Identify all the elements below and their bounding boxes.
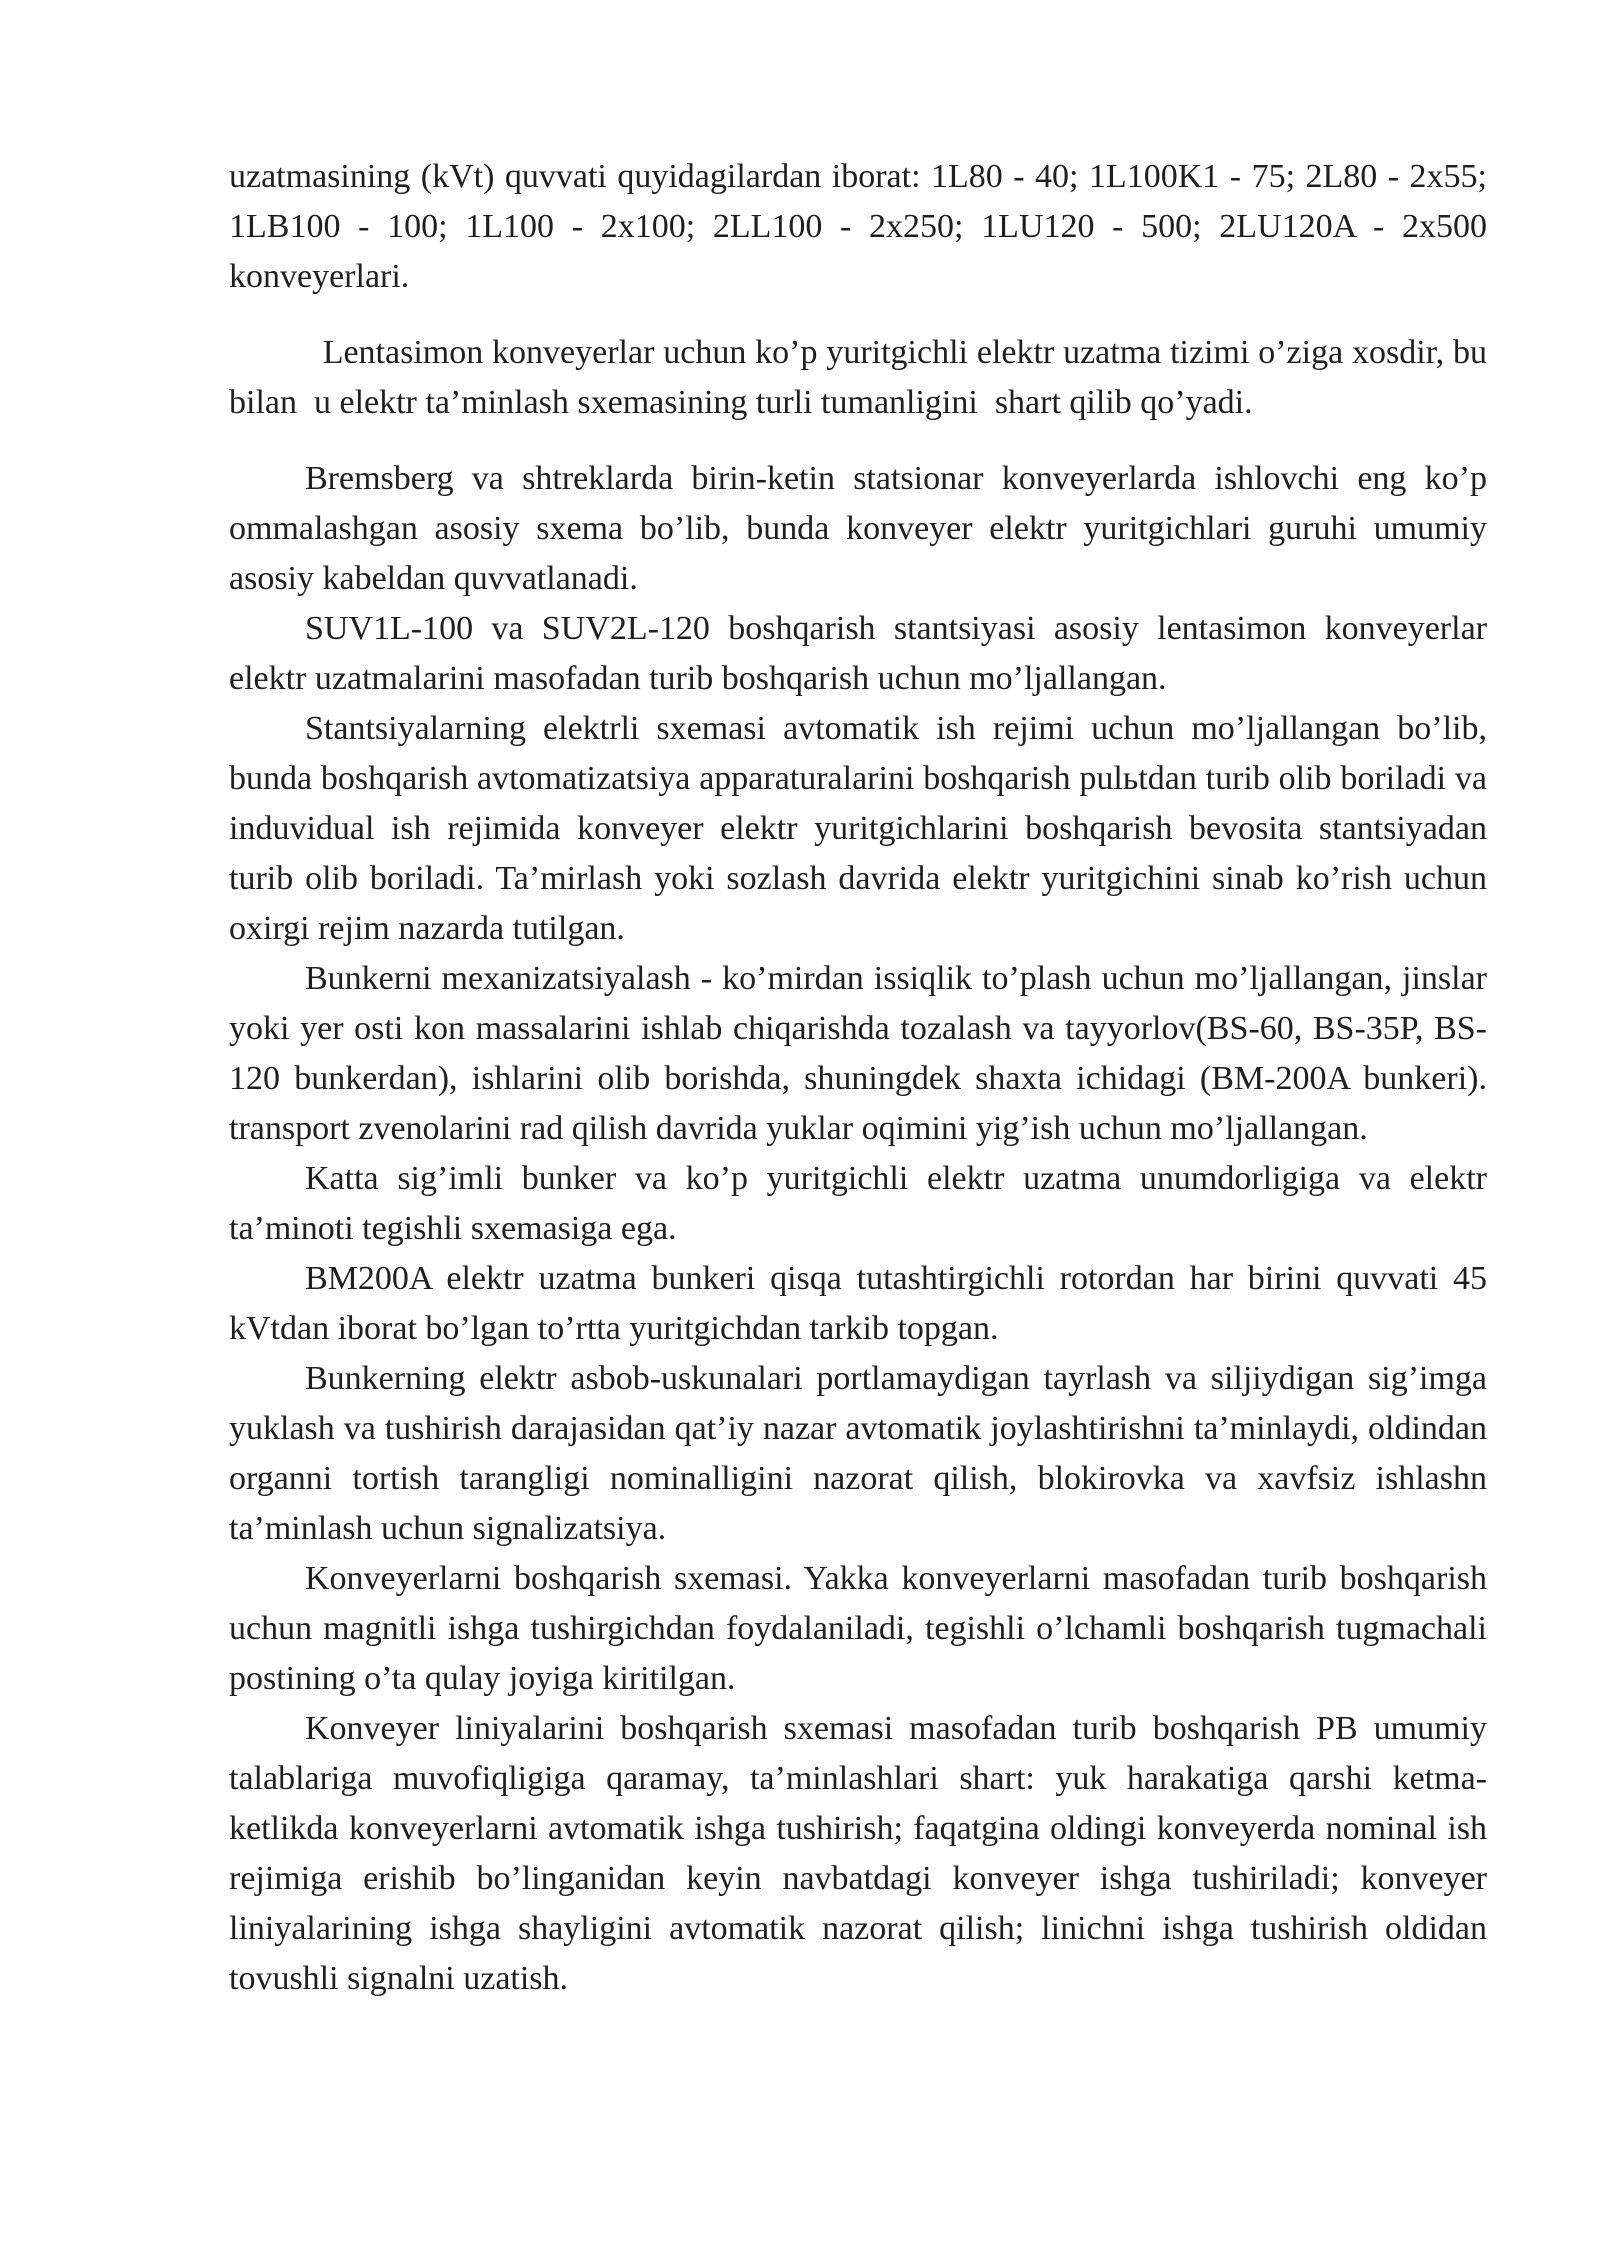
paragraph-multi-drive: Lentasimon konveyerlar uchun ko’p yuritgichli elektr uzatma tizimi o’ziga xosdir, bu bilan u elektr ta’minlash sxemasining turli tumanligini shart qilib qo’yadi. [229,334,1496,421]
paragraph-conveyor-lines: Konveyer liniyalarini boshqarish sxemasi masofadan turib boshqarish PB umumiy talablariga muvofiqligiga qaramay, ta’minlashlari shart: yuk harakatiga qarshi ketma-ketlikda konveyerlarni avtomatik ishga tushirish; faqatgina oldingi konveyerda nominal ish rejimiga erishib bo’linganidan keyin navbatdagi konveyer ishga tushiriladi; konveyer liniyalarining ishga shayligini avtomatik nazorat qilish; linichni ishga tushirish oldidan tovushli signalni uzatish. [229,1710,1487,1997]
paragraph-bremsberg: Bremsberg va shtreklarda birin-ketin statsionar konveyerlarda ishlovchi eng ko’p ommalashgan asosiy sxema bo’lib, bunda konveyer elektr yuritgichlari guruhi umumiy asosiy kabeldan quvvatlanadi. [229,460,1487,597]
paragraph-large-bunker: Katta sig’imli bunker va ko’p yuritgichli elektr uzatma unumdorligiga va elektr ta’minoti tegishli sxemasiga ega. [229,1160,1487,1247]
paragraph-suv-stations: SUV1L-100 va SUV2L-120 boshqarish stantsiyasi asosiy lentasimon konveyerlar elektr uzatmalarini masofadan turib boshqarish uchun mo’ljallangan. [229,610,1487,697]
paragraph-bunker-equipment: Bunkerning elektr asbob-uskunalari portlamaydigan tayrlash va siljiydigan sig’imga yuklash va tushirish darajasidan qat’iy nazar avtomatik joylashtirishni ta’minlaydi, oldindan organni tortish tarangligi nominalligini nazorat qilish, blokirovka va xavfsiz ishlashn ta’minlash uchun signalizatsiya. [229,1360,1487,1547]
paragraph-conveyor-control: Konveyerlarni boshqarish sxemasi. Yakka konveyerlarni masofadan turib boshqarish uchun magnitli ishga tushirgichdan foydalaniladi, tegishli o’lchamli boshqarish tugmachali postining o’ta qulay joyiga kiritilgan. [229,1560,1487,1697]
paragraph-motor-powers: uzatmasining (kVt) quvvati quyidagilardan iborat: 1L80 - 40; 1L100K1 - 75; 2L80 - 2x55; 1LB100 - 100; 1L100 - 2x100; 2LL100 - 2x250; 1LU120 - 500; 2LU120A - 2x500 konveyerlari. [229,158,1487,295]
paragraph-bunker-mechanization: Bunkerni mexanizatsiyalash - ko’mirdan issiqlik to’plash uchun mo’ljallangan, jinslar yoki yer osti kon massalarini ishlab chiqarishda tozalash va tayyorlov(BS-60, BS-35P, BS-120 bunkerdan), ishlarini olib borishda, shuningdek shaxta ichidagi (BM-200A bunkeri). transport zvenolarini rad qilish davrida yuklar oqimini yig’ish uchun mo’ljallangan. [229,960,1487,1147]
document-page [229,152,1496,2004]
paragraph-station-scheme: Stantsiyalarning elektrli sxemasi avtomatik ish rejimi uchun mo’ljallangan bo’lib, bunda boshqarish avtomatizatsiya apparaturalarini boshqarish pulьtdan turib olib boriladi va induvidual ish rejimida konveyer elektr yuritgichlarini boshqarish bevosita stantsiyadan turib olib boriladi. Ta’mirlash yoki sozlash davrida elektr yuritgichini sinab ko’rish uchun oxirgi rejim nazarda tutilgan. [229,710,1487,947]
paragraph-bm200a: BM200A elektr uzatma bunkeri qisqa tutashtirgichli rotordan har birini quvvati 45 kVtdan iborat bo’lgan to’rtta yuritgichdan tarkib topgan. [229,1260,1487,1347]
